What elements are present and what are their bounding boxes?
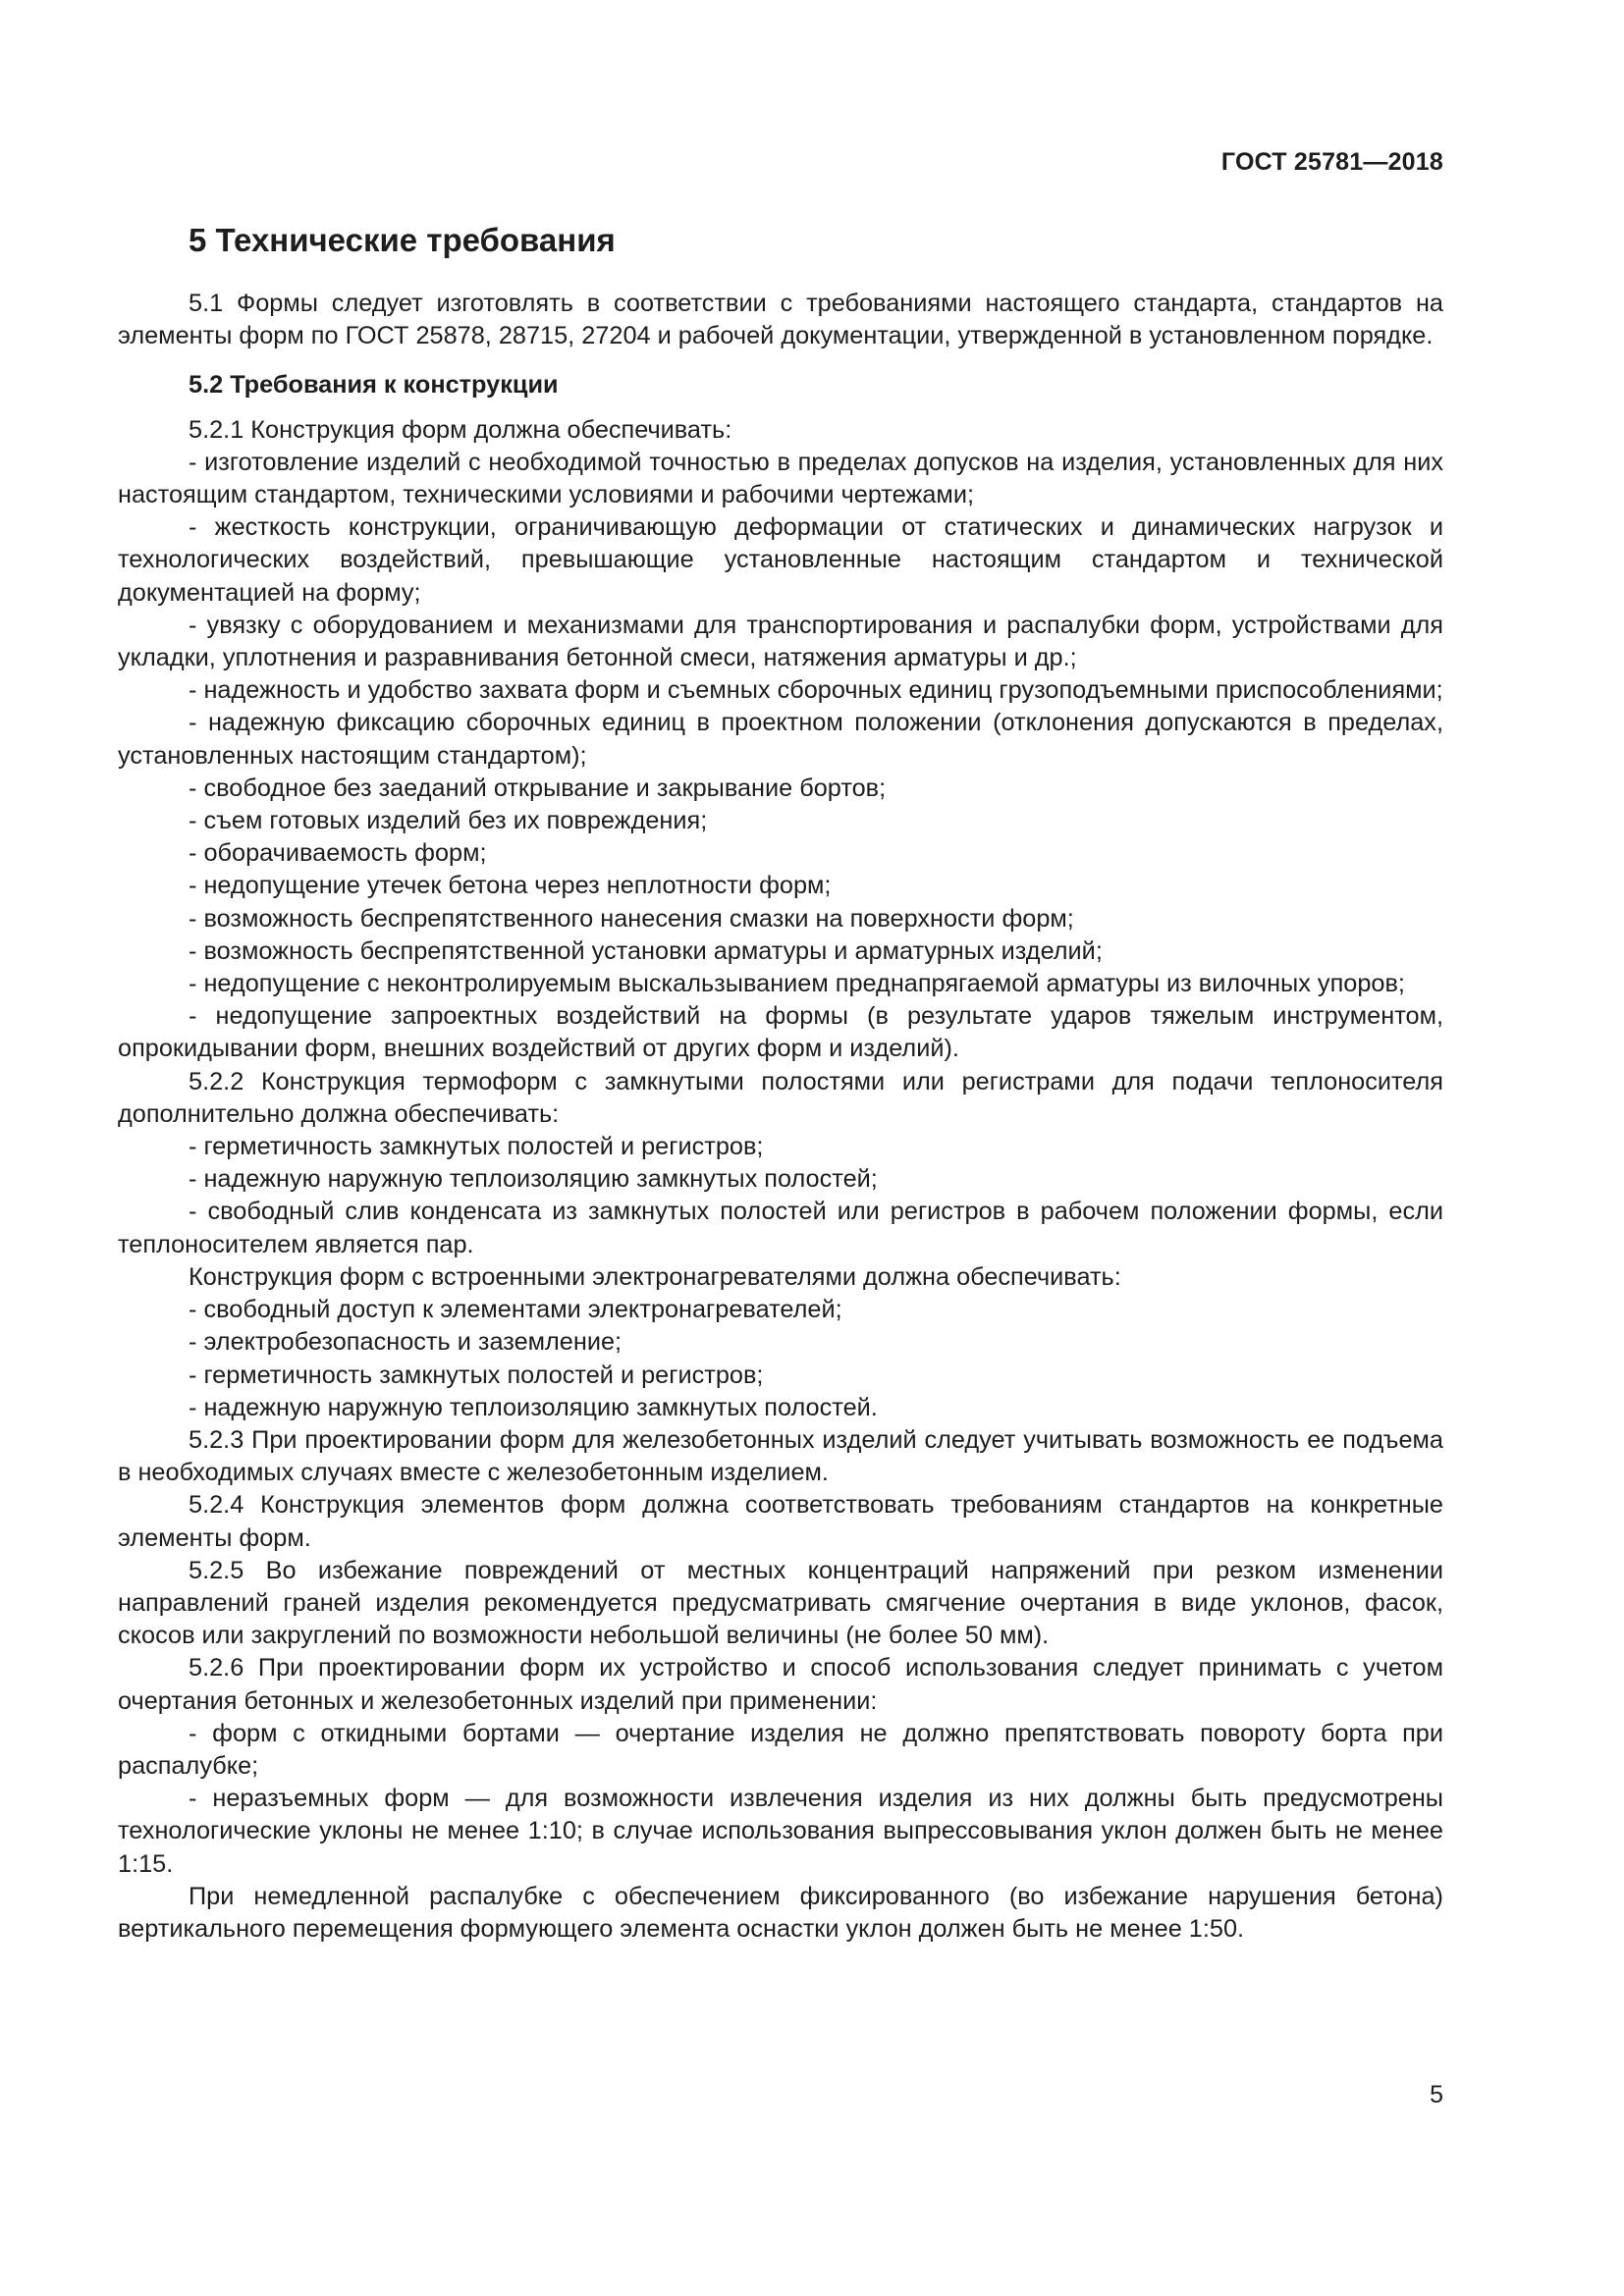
list-item: - электробезопасность и заземление; xyxy=(189,1328,623,1357)
list-item: - герметичность замкнутых полостей и регистров; xyxy=(189,1133,764,1161)
page-number: 5 xyxy=(1430,2081,1443,2109)
list-item: - надежную фиксацию сборочных единиц в проектном положении (отклонения допускаются в пределах, установленных настоящим стандартом); xyxy=(118,709,1443,770)
list-item: - форм с откидными бортами — очертание изделия не должно препятствовать повороту борта при распалубке; xyxy=(118,1719,1443,1780)
paragraph-5-2-6: 5.2.6 При проектировании форм их устройство и способ использования следует принимать с учетом очертания бетонных и железобетонных изделий при применении: xyxy=(118,1654,1443,1715)
list-item: - герметичность замкнутых полостей и регистров; xyxy=(189,1361,764,1389)
list-item: - недопущение с неконтролируемым выскальзыванием преднапрягаемой арматуры из вилочных упоров; xyxy=(189,970,1405,998)
list-item: - недопущение запроектных воздействий на формы (в результате ударов тяжелым инструментом, опрокидывании форм, внешних воздействий от других форм и изделий). xyxy=(118,1002,1443,1063)
list-item: - оборачиваемость форм; xyxy=(189,839,487,868)
paragraph-5-2-5: 5.2.5 Во избежание повреждений от местных концентраций напряжений при резком изменении направлений граней изделия рекомендуется предусматривать смягчение очертания в виде уклонов, фасок, скосов или закруглений по возможности небольшой величины (не более 50 мм). xyxy=(118,1556,1443,1650)
paragraph-5-2-2: 5.2.2 Конструкция термоформ с замкнутыми полостями или регистрами для подачи теплоносителя дополнительно должна обеспечивать: xyxy=(118,1067,1443,1128)
list-item: - съем готовых изделий без их повреждения; xyxy=(189,807,708,835)
paragraph-5-1: 5.1 Формы следует изготовлять в соответствии с требованиями настоящего стандарта, стандартов на элементы форм по ГОСТ 25878, 28715, 27204 и рабочей документации, утвержденной в установленном порядке. xyxy=(118,290,1443,350)
paragraph-5-2-4: 5.2.4 Конструкция элементов форм должна соответствовать требованиям стандартов на конкретные элементы форм. xyxy=(118,1491,1443,1552)
list-item: - надежность и удобство захвата форм и съемных сборочных единиц грузоподъемными приспособлениями; xyxy=(189,676,1443,705)
paragraph-5-2-3: 5.2.3 При проектировании форм для железобетонных изделий следует учитывать возможность ее подъема в необходимых случаях вместе с железобетонным изделием. xyxy=(118,1425,1443,1487)
list-item: - изготовление изделий с необходимой точностью в пределах допусков на изделия, установленных для них настоящим стандартом, техническими условиями и рабочими чертежами; xyxy=(118,448,1443,509)
document-code: ГОСТ 25781—2018 xyxy=(1220,148,1443,176)
list-item: - увязку с оборудованием и механизмами для транспортирования и распалубки форм, устройствами для укладки, уплотнения и разравнивания бетонной смеси, натяжения арматуры и др.; xyxy=(118,611,1443,672)
subsection-title-5-2: 5.2 Требования к конструкции xyxy=(189,371,559,400)
paragraph-electric-heaters: Конструкция форм с встроенными электронагревателями должна обеспечивать: xyxy=(189,1262,1121,1291)
list-item: - надежную наружную теплоизоляцию замкнутых полостей. xyxy=(189,1393,878,1421)
paragraph-5-2-1: 5.2.1 Конструкция форм должна обеспечивать: xyxy=(189,415,732,444)
list-item: - свободный доступ к элементами электронагревателей; xyxy=(189,1296,842,1324)
paragraph-immediate-stripping: При немедленной распалубке с обеспечением фиксированного (во избежание нарушения бетона) вертикального перемещения формующего элемента оснастки уклон должен быть не менее 1:50. xyxy=(118,1882,1443,1943)
list-item: - возможность беспрепятственного нанесения смазки на поверхности форм; xyxy=(189,904,1074,933)
section-title: 5 Технические требования xyxy=(189,222,616,258)
list-item: - неразъемных форм — для возможности извлечения изделия из них должны быть предусмотрены технологические уклоны не менее 1:10; в случае использования выпрессовывания уклон должен быть не менее 1:15. xyxy=(118,1785,1443,1878)
document-body xyxy=(118,288,1443,1946)
list-item: - свободный слив конденсата из замкнутых полостей или регистров в рабочем положении формы, если теплоносителем является пар. xyxy=(118,1198,1443,1258)
list-item: - возможность беспрепятственной установки арматуры и арматурных изделий; xyxy=(189,936,1103,965)
list-item: - надежную наружную теплоизоляцию замкнутых полостей; xyxy=(189,1165,878,1194)
list-item: - жесткость конструкции, ограничивающую деформации от статических и динамических нагрузок и технологических воздействий, превышающие установленные настоящим стандартом и технической документацией на форму; xyxy=(118,513,1443,607)
list-item: - свободное без заеданий открывание и закрывание бортов; xyxy=(189,774,887,802)
list-item: - недопущение утечек бетона через неплотности форм; xyxy=(189,872,832,900)
